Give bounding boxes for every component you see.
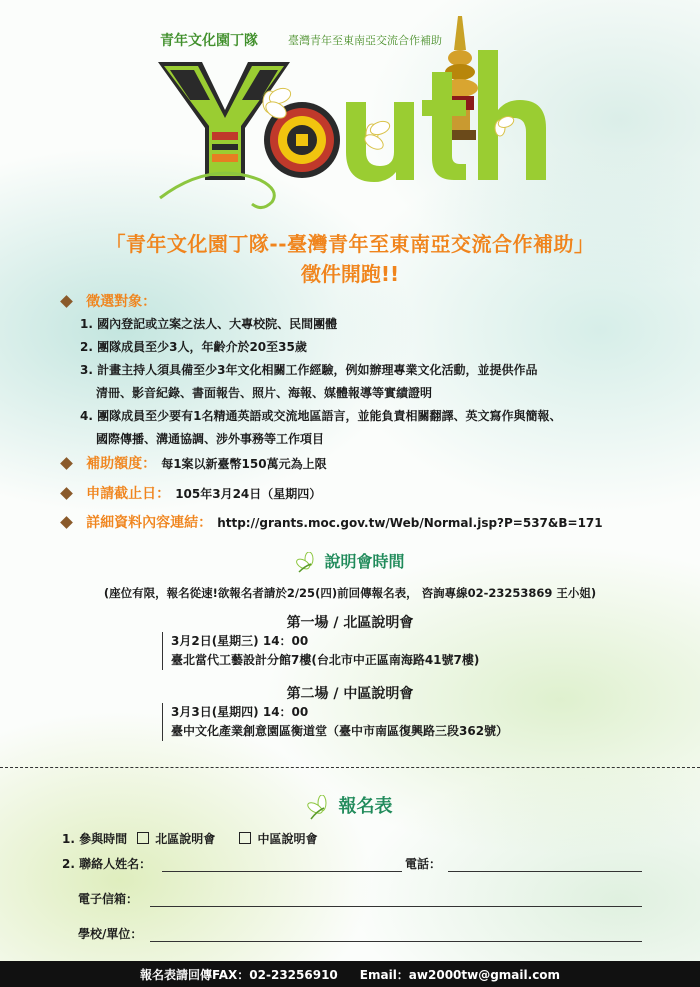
- list-item: 1. 國內登記或立案之法人、大專校院、民間團體: [80, 317, 338, 331]
- list-item: 2. 團隊成員至少3人，年齡介於20至35歲: [80, 340, 307, 354]
- session-2-details: [162, 703, 508, 741]
- deadline-value: 105年3月24日（星期四）: [175, 487, 322, 501]
- cut-line-divider: [0, 767, 700, 768]
- diamond-bullet-icon: [60, 457, 73, 470]
- subsidy-heading: 補助額度：: [86, 456, 157, 472]
- school-field[interactable]: [150, 941, 642, 942]
- north-checkbox[interactable]: [137, 832, 149, 844]
- session-2-time: 3月3日(星期四) 14：00: [171, 705, 309, 719]
- list-item: 4. 團隊成員至少要有1名精通英語或交流地區語言，並能負責相關翻譯、英文寫作與簡報、: [80, 409, 562, 423]
- form-heading-row: [0, 792, 700, 821]
- session-1-details: [162, 632, 479, 670]
- session-1-time: 3月2日(星期三) 14：00: [171, 634, 309, 648]
- contact-name-label: 2. 聯絡人姓名：: [62, 857, 152, 871]
- footer-fax: 報名表請回傳FAX：02-23256910: [139, 967, 338, 982]
- session-1-title: 第一場 / 北區說明會: [286, 615, 414, 631]
- phone-label: 電話：: [405, 857, 442, 871]
- form-heading: 報名表: [338, 796, 393, 817]
- headline-subtitle: 徵件開跑!!: [300, 262, 400, 286]
- footer-email: Email：aw2000tw@gmail.com: [359, 967, 561, 982]
- attendance-label: 1. 參與時間: [62, 832, 128, 846]
- deadline-heading: 申請截止日：: [86, 486, 171, 502]
- email-label: 電子信箱：: [78, 892, 139, 906]
- list-item: 3. 計畫主持人須具備至少3年文化相關工作經驗，例如辦理專業文化活動，並提供作品: [80, 363, 538, 377]
- details-heading: 詳細資料內容連結：: [86, 515, 213, 531]
- briefing-heading: 說明會時間: [324, 552, 405, 571]
- form-row-attendance: [62, 830, 318, 847]
- eligibility-section: [62, 291, 156, 311]
- deadline-section: [62, 483, 321, 503]
- flower-icon: [307, 795, 333, 821]
- flower-icon: [295, 552, 319, 574]
- session-2-title: 第二場 / 中區說明會: [286, 686, 414, 702]
- email-field[interactable]: [150, 906, 642, 907]
- details-section: [62, 512, 603, 532]
- diamond-bullet-icon: [60, 516, 73, 529]
- diamond-bullet-icon: [60, 487, 73, 500]
- eligibility-list: [80, 313, 680, 451]
- session-1-place: 臺北當代工藝設計分館7樓(台北市中正區南海路41號7樓): [171, 653, 480, 667]
- headline-title: 「青年文化園丁隊--臺灣青年至東南亞交流合作補助」: [105, 232, 595, 256]
- central-option-label: 中區說明會: [257, 832, 318, 846]
- central-checkbox[interactable]: [239, 832, 251, 844]
- footer-bar: [0, 961, 700, 987]
- list-item: 國際傳播、溝通協調、涉外事務等工作項目: [96, 432, 325, 446]
- briefing-note: (座位有限，報名從速!欲報名者請於2/25(四)前回傳報名表， 咨詢專線02-23253869 王小姐): [103, 586, 597, 600]
- school-label: 學校/單位：: [78, 927, 143, 941]
- contact-name-field[interactable]: [162, 871, 402, 872]
- session-2-place: 臺中文化產業創意園區衡道堂（臺中市南區復興路三段362號）: [171, 724, 509, 738]
- list-item: 清冊、影音紀錄、書面報告、照片、海報、媒體報導等實績證明: [96, 386, 433, 400]
- details-link[interactable]: http://grants.moc.gov.tw/Web/Normal.jsp?P=537&B=171: [217, 516, 603, 530]
- diamond-bullet-icon: [60, 295, 73, 308]
- subsidy-section: [62, 453, 327, 473]
- briefing-heading-row: [0, 549, 700, 574]
- org-subtitle: 臺灣青年至東南亞交流合作補助: [288, 34, 442, 47]
- youth-logo: [150, 10, 570, 220]
- eligibility-heading: 徵選對象：: [86, 294, 157, 310]
- org-name: 青年文化園丁隊: [160, 33, 258, 49]
- north-option-label: 北區說明會: [155, 832, 216, 846]
- phone-field[interactable]: [448, 871, 642, 872]
- subsidy-value: 每1案以新臺幣150萬元為上限: [161, 457, 327, 471]
